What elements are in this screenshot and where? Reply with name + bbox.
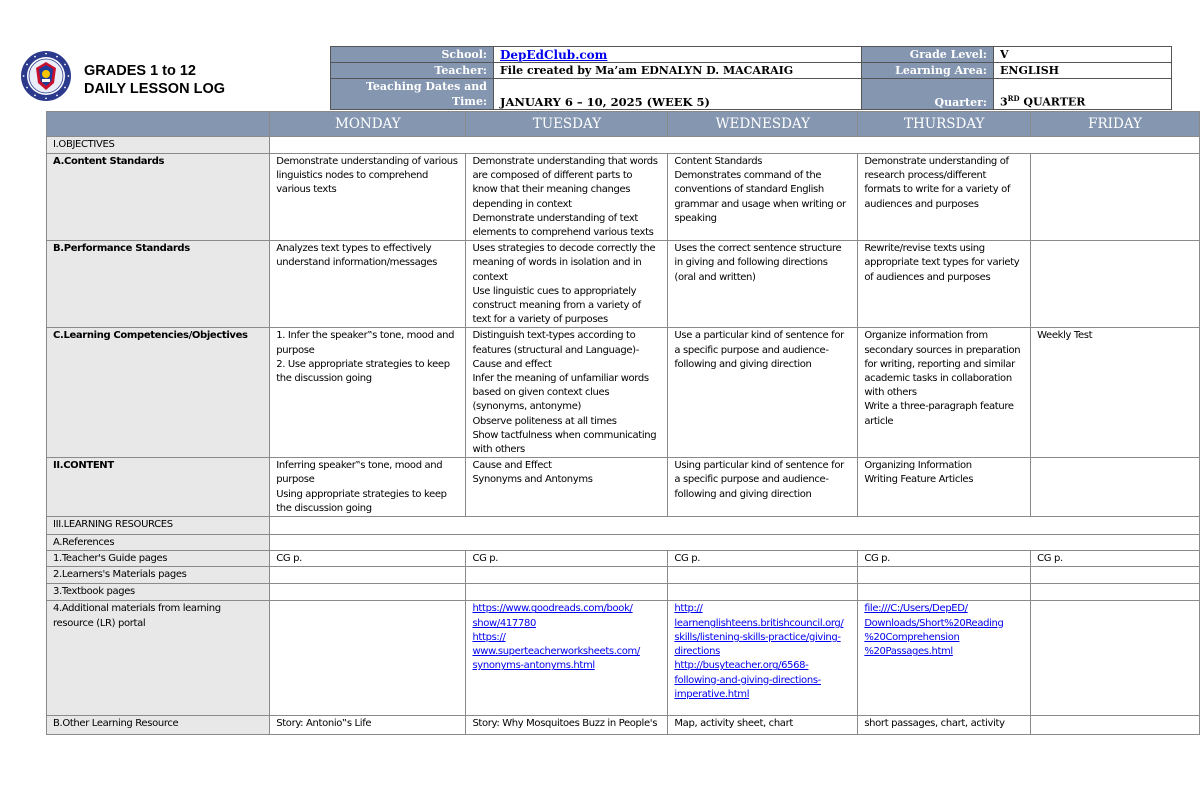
cell-line: construct meaning from a variety of <box>472 300 641 312</box>
cell-other-friday <box>1031 716 1200 735</box>
row-label-teachers-guide: 1.Teacher's Guide pages <box>47 551 270 567</box>
cell-line: Inferring speaker‟s tone, mood and <box>276 460 443 472</box>
cell-content-standards-monday <box>270 154 466 241</box>
quarter-label: Quarter: <box>862 79 994 110</box>
corner-cell <box>47 112 270 137</box>
cell-line: following and giving direction <box>674 488 812 500</box>
section-learning-resources-row <box>47 517 1200 535</box>
cell-line: based on given context clues <box>472 387 610 399</box>
cell-performance-friday <box>1031 241 1200 328</box>
cell-line: meaning of words in isolation and in <box>472 257 642 269</box>
row-label-references: A.References <box>47 535 270 551</box>
cell-line: Content Standards <box>674 156 763 167</box>
row-label-competencies: C.Learning Competencies/Objectives <box>47 328 270 458</box>
resource-link-line[interactable]: %20Comprehension <box>864 631 960 643</box>
cell-other-monday: Story: Antonio‟s Life <box>270 716 466 735</box>
cell-line: Infer the meaning of unfamiliar words <box>472 373 649 385</box>
learning-area-value: ENGLISH <box>994 63 1172 79</box>
cell-line: Use linguistic cues to appropriately <box>472 285 637 297</box>
cell-line: research process/different <box>864 170 987 182</box>
cell-content-standards-thursday <box>858 154 1031 241</box>
day-thursday: THURSDAY <box>858 112 1031 137</box>
table-row <box>47 154 1200 241</box>
cell-content-standards-friday <box>1031 154 1200 241</box>
cell-line: Observe politeness at all times <box>472 415 617 427</box>
cell-line: Demonstrate understanding that words <box>472 156 658 167</box>
cell-line: Synonyms and Antonyms <box>472 474 593 486</box>
cell-performance-wednesday <box>668 241 858 328</box>
cell-line: Weekly Test <box>1037 330 1093 342</box>
day-tuesday: TUESDAY <box>466 112 668 137</box>
cell-other-tuesday: Story: Why Mosquitoes Buzz in People's <box>466 716 668 735</box>
teaching-dates-value: JANUARY 6 – 10, 2025 (WEEK 5) <box>494 79 862 110</box>
cell-line: context <box>472 271 508 283</box>
table-row <box>47 535 1200 551</box>
cell-tg-friday: CG p. <box>1031 551 1200 567</box>
title-line-1: GRADES 1 to 12 <box>84 63 196 79</box>
cell-line: elements to comprehend various texts <box>472 227 654 239</box>
school-link[interactable]: DepEdClub.com <box>500 47 608 62</box>
cell-line: formats to write for a variety of <box>864 184 1011 196</box>
cell-competencies-thursday <box>858 328 1031 458</box>
section-objectives-row <box>47 137 1200 154</box>
cell-line: Uses strategies to decode correctly the <box>472 243 656 255</box>
cell-line: secondary sources in preparation <box>864 344 1021 356</box>
cell-line: purpose <box>276 344 315 356</box>
cell-line: Analyzes text types to effectively <box>276 243 432 255</box>
grade-level-label: Grade Level: <box>862 47 994 63</box>
cell-tg-thursday: CG p. <box>858 551 1031 567</box>
teacher-value: File created by Ma’am EDNALYN D. MACARAIG <box>494 63 862 79</box>
cell-line: 1. Infer the speaker‟s tone, mood and <box>276 330 455 342</box>
title-line-2: DAILY LESSON LOG <box>84 81 225 97</box>
cell-line: of audiences and purposes <box>864 271 991 283</box>
cell-other-thursday: short passages, chart, activity <box>858 716 1031 735</box>
cell-line: following and giving direction <box>674 358 812 370</box>
cell-line: linguistics nodes to comprehend <box>276 170 429 182</box>
cell-line: the discussion going <box>276 502 372 514</box>
table-row <box>47 241 1200 328</box>
cell-line: (oral and written) <box>674 271 756 283</box>
resource-link-line[interactable]: show/417780 <box>472 617 536 629</box>
resource-link-line[interactable]: imperative.html <box>674 688 750 700</box>
cell-line: Write a three-paragraph feature <box>864 401 1014 413</box>
cell-line: Organize information from <box>864 330 988 342</box>
cell-line: grammar and usage when writing or <box>674 198 846 210</box>
day-header-row <box>47 112 1200 137</box>
row-label-additional-materials: 4.Additional materials from learning resource (LR) portal <box>47 601 270 716</box>
cell-content-tuesday <box>466 458 668 517</box>
cell-content-thursday <box>858 458 1031 517</box>
cell-performance-tuesday <box>466 241 668 328</box>
cell-line: conventions of standard English <box>674 184 824 196</box>
table-row <box>47 458 1200 517</box>
cell-line: 2. Use appropriate strategies to keep <box>276 358 450 370</box>
cell-line: for writing, reporting and similar <box>864 358 1015 370</box>
cell-line: in giving and following directions <box>674 257 828 269</box>
row-label-content-standards: A.Content Standards <box>47 154 270 241</box>
cell-line: the discussion going <box>276 373 372 385</box>
section-label-objectives: I.OBJECTIVES <box>47 137 270 154</box>
table-row <box>47 567 1200 584</box>
cell-other-wednesday: Map, activity sheet, chart <box>668 716 858 735</box>
deped-seal-logo <box>20 50 72 102</box>
resource-link-line[interactable]: https:// <box>472 631 506 643</box>
resource-link-line[interactable]: www.superteacherworksheets.com/ <box>472 646 640 658</box>
table-row <box>47 716 1200 735</box>
cell-performance-thursday <box>858 241 1031 328</box>
cell-line: purpose <box>276 474 315 486</box>
resource-link-line[interactable]: https://www.goodreads.com/book/ <box>472 603 633 615</box>
learning-area-label: Learning Area: <box>862 63 994 79</box>
cell-line: depending in context <box>472 198 572 210</box>
table-row <box>47 551 1200 567</box>
header-info-table <box>330 46 1172 110</box>
cell-line: with others <box>864 387 917 399</box>
cell-additional-tuesday-links[interactable] <box>466 601 668 716</box>
cell-line: Use a particular kind of sentence for <box>674 330 844 342</box>
cell-line: Distinguish text-types according to <box>472 330 636 342</box>
resource-link-line[interactable]: %20Passages.html <box>864 646 953 658</box>
resource-link-line[interactable]: http://busyteacher.org/6568- <box>674 660 809 672</box>
resource-link-line[interactable]: Downloads/Short%20Reading <box>864 617 1004 629</box>
cell-performance-monday <box>270 241 466 328</box>
cell-line: academic tasks in collaboration <box>864 373 1012 385</box>
lesson-log-table <box>46 111 1200 735</box>
cell-line: Demonstrates command of the <box>674 170 822 182</box>
cell-additional-wednesday-links[interactable] <box>668 601 858 716</box>
cell-line: text for a variety of purposes <box>472 314 608 326</box>
cell-competencies-monday <box>270 328 466 458</box>
cell-line: Using particular kind of sentence for <box>674 460 844 472</box>
cell-line: Uses the correct sentence structure <box>674 243 842 255</box>
table-row <box>47 584 1200 601</box>
cell-line: are composed of different parts to <box>472 170 633 182</box>
day-wednesday: WEDNESDAY <box>668 112 858 137</box>
section-label-learning-resources: III.LEARNING RESOURCES <box>47 517 270 535</box>
resource-link-line[interactable]: http:// <box>674 603 703 615</box>
cell-line: Demonstrate understanding of text <box>472 212 638 224</box>
cell-line: features (structural and Language)- <box>472 344 639 356</box>
row-label-learners-materials: 2.Learners's Materials pages <box>47 567 270 584</box>
cell-tg-monday: CG p. <box>270 551 466 567</box>
day-monday: MONDAY <box>270 112 466 137</box>
cell-content-friday <box>1031 458 1200 517</box>
cell-tg-wednesday: CG p. <box>668 551 858 567</box>
grade-level-value: V <box>994 47 1172 63</box>
cell-line: Cause and effect <box>472 358 552 370</box>
teaching-dates-label: Teaching Dates and Time: <box>331 79 494 110</box>
row-label-other-resources: B.Other Learning Resource <box>47 716 270 735</box>
cell-competencies-friday <box>1031 328 1200 458</box>
cell-line: Demonstrate understanding of <box>864 156 1009 167</box>
cell-line: Writing Feature Articles <box>864 474 974 486</box>
resource-link-line[interactable]: file:///C:/Users/DepED/ <box>864 603 968 615</box>
cell-line: various texts <box>276 184 337 196</box>
cell-line: a specific purpose and audience- <box>674 344 829 356</box>
cell-line: Organizing Information <box>864 460 972 472</box>
school-label: School: <box>331 47 494 63</box>
cell-line: Using appropriate strategies to keep <box>276 488 447 500</box>
cell-line: (synonyms, antonyme) <box>472 401 582 413</box>
document-title <box>84 62 225 98</box>
cell-line: Cause and Effect <box>472 460 552 472</box>
cell-line: Show tactfulness when communicating <box>472 429 657 441</box>
cell-content-monday <box>270 458 466 517</box>
cell-line: Demonstrate understanding of various <box>276 156 458 167</box>
cell-line: know that their meaning changes <box>472 184 631 196</box>
cell-line: appropriate text types for variety <box>864 257 1020 269</box>
resource-link-line[interactable]: synonyms-antonyms.html <box>472 660 595 672</box>
cell-line: article <box>864 415 894 427</box>
cell-line: Rewrite/revise texts using <box>864 243 985 255</box>
row-label-performance-standards: B.Performance Standards <box>47 241 270 328</box>
cell-competencies-tuesday <box>466 328 668 458</box>
resource-link-line[interactable]: skills/listening-skills-practice/giving- <box>674 631 841 643</box>
cell-line: with others <box>472 444 525 456</box>
row-label-content: II.CONTENT <box>47 458 270 517</box>
quarter-value: 3RD QUARTER <box>994 79 1172 110</box>
resource-link-line[interactable]: learnenglishteens.britishcouncil.org/ <box>674 617 844 629</box>
cell-content-standards-wednesday <box>668 154 858 241</box>
teacher-label: Teacher: <box>331 63 494 79</box>
row-label-textbook: 3.Textbook pages <box>47 584 270 601</box>
cell-additional-thursday-links[interactable] <box>858 601 1031 716</box>
cell-line: understand information/messages <box>276 257 438 269</box>
cell-content-wednesday <box>668 458 858 517</box>
cell-content-standards-tuesday <box>466 154 668 241</box>
table-row <box>47 601 1200 716</box>
resource-link-line[interactable]: following-and-giving-directions- <box>674 674 821 686</box>
resource-link-line[interactable]: directions <box>674 646 720 658</box>
day-friday: FRIDAY <box>1031 112 1200 137</box>
cell-competencies-wednesday <box>668 328 858 458</box>
cell-line: a specific purpose and audience- <box>674 474 829 486</box>
table-row <box>47 328 1200 458</box>
cell-line: speaking <box>674 212 717 224</box>
cell-line: audiences and purposes <box>864 198 979 210</box>
cell-tg-tuesday: CG p. <box>466 551 668 567</box>
